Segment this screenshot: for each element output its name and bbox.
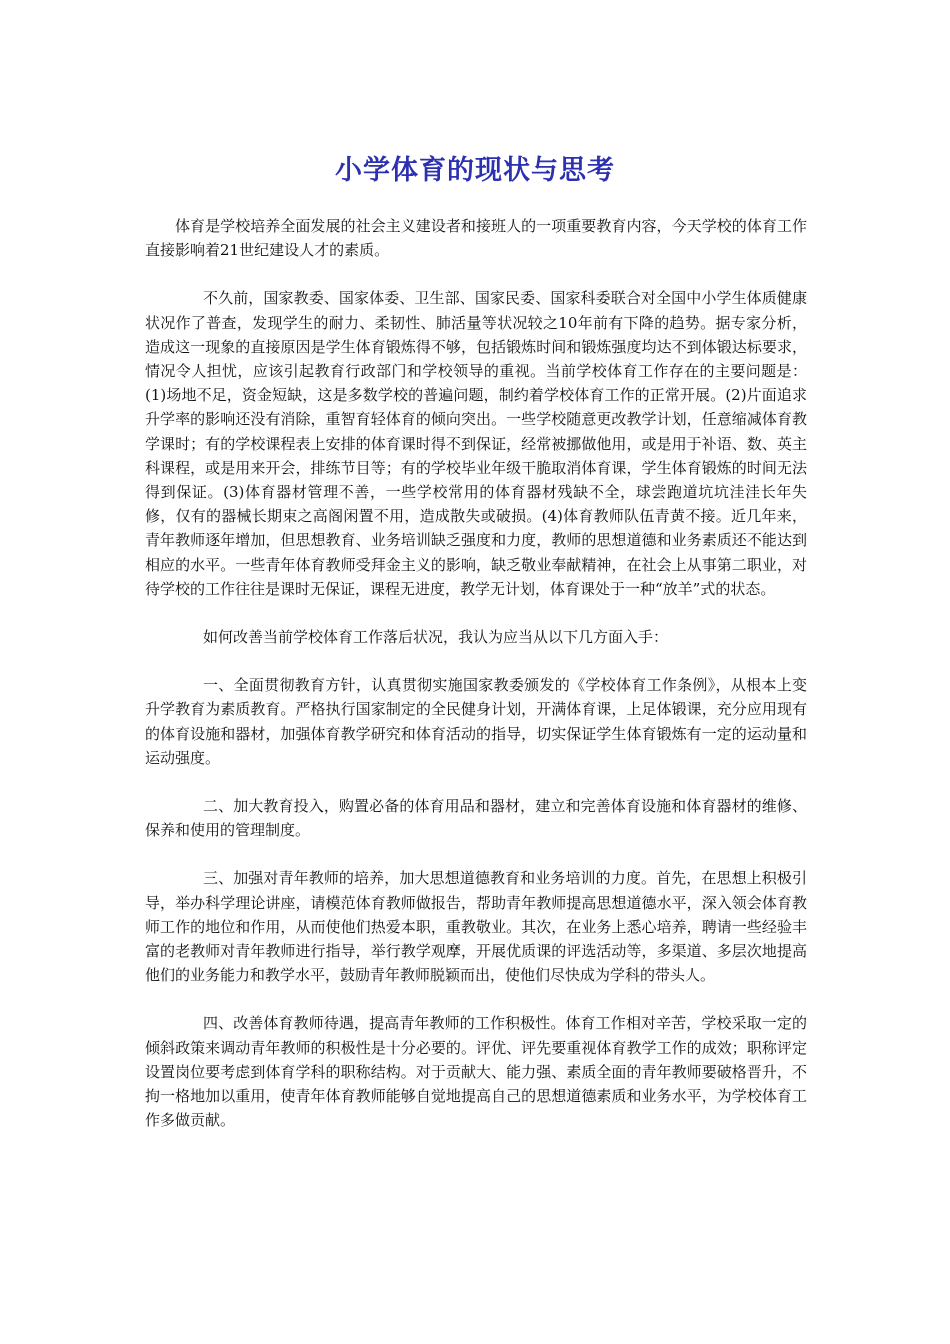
paragraph-problems: 不久前，国家教委、国家体委、卫生部、国家民委、国家科委联合对全国中小学生体质健康状况作了普查，发现学生的耐力、柔韧性、肺活量等状况较之10年前有下降的趋势。据专家分析，造成这一现象的直接原因是学生体育锻炼得不够，包括锻炼时间和锻炼强度均达不到体锻达标要求，情况令人担忧，应该引起教育行政部门和学校领导的重视。当前学校体育工作存在的主要问题是：(1)场地不足，资金短缺，这是多数学校的普遍问题，制约着学校体育工作的正常开展。(2)片面追求升学率的影响还没有消除，重智育轻体育的倾向突出。一些学校随意更改教学计划，任意缩减体育教学课时；有的学校课程表上安排的体育课时得不到保证，经常被挪做他用，或是用于补语、数、英主科课程，或是用来开会，排练节目等；有的学校毕业年级干脆取消体育课，学生体育锻炼的时间无法得到保证。(3)体育器材管理不善，一些学校常用的体育器材残缺不全，球尝跑道坑坑洼洼长年失修，仅有的器械长期束之高阁闲置不用，造成散失或破损。(4)体育教师队伍青黄不接。近几年来，青年教师逐年增加，但思想教育、业务培训缺乏强度和力度，教师的思想道德和业务素质还不能达到相应的水平。一些青年体育教师受拜金主义的影响，缺乏敬业奉献精神，在社会上从事第二职业，对待学校的工作往往是课时无保证，课程无进度，教学无计划，体育课处于一种“放羊”式的状态。 <box>145 289 807 598</box>
document-title: 小学体育的现状与思考 <box>335 155 615 186</box>
paragraph-measure-3: 三、加强对青年教师的培养，加大思想道德教育和业务培训的力度。首先，在思想上积极引导，举办科学理论讲座，请模范体育教师做报告，帮助青年教师提高思想道德水平，深入领会体育教师工作的地位和作用，从而使他们热爱本职，重教敬业。其次，在业务上悉心培养，聘请一些经验丰富的老教师对青年教师进行指导，举行教学观摩，开展优质课的评选活动等，多渠道、多层次地提高他们的业务能力和教学水平，鼓励青年教师脱颖而出，使他们尽快成为学科的带头人。 <box>145 869 807 985</box>
paragraph-intro: 体育是学校培养全面发展的社会主义建设者和接班人的一项重要教育内容，今天学校的体育工作直接影响着21世纪建设人才的素质。 <box>145 217 807 260</box>
document-body <box>145 214 807 1157</box>
paragraph-measure-2: 二、加大教育投入，购置必备的体育用品和器材，建立和完善体育设施和体育器材的维修、保养和使用的管理制度。 <box>145 797 807 840</box>
paragraph-solutions-intro: 如何改善当前学校体育工作落后状况，我认为应当从以下几方面入手： <box>203 628 669 647</box>
paragraph-measure-1: 一、全面贯彻教育方针，认真贯彻实施国家教委颁发的《学校体育工作条例》，从根本上变升学教育为素质教育。严格执行国家制定的全民健身计划，开满体育课，上足体锻课，充分应用现有的体育设施和器材，加强体育教学研究和体育活动的指导，切实保证学生体育锻炼有一定的运动量和运动强度。 <box>145 676 807 767</box>
paragraph-measure-4: 四、改善体育教师待遇，提高青年教师的工作积极性。体育工作相对辛苦，学校采取一定的倾斜政策来调动青年教师的积极性是十分必要的。评优、评先要重视体育教学工作的成效；职称评定设置岗位要考虑到体育学科的职称结构。对于贡献大、能力强、素质全面的青年教师要破格晋升，不拘一格地加以重用，使青年体育教师能够自觉地提高自己的思想道德素质和业务水平，为学校体育工作多做贡献。 <box>145 1014 807 1130</box>
